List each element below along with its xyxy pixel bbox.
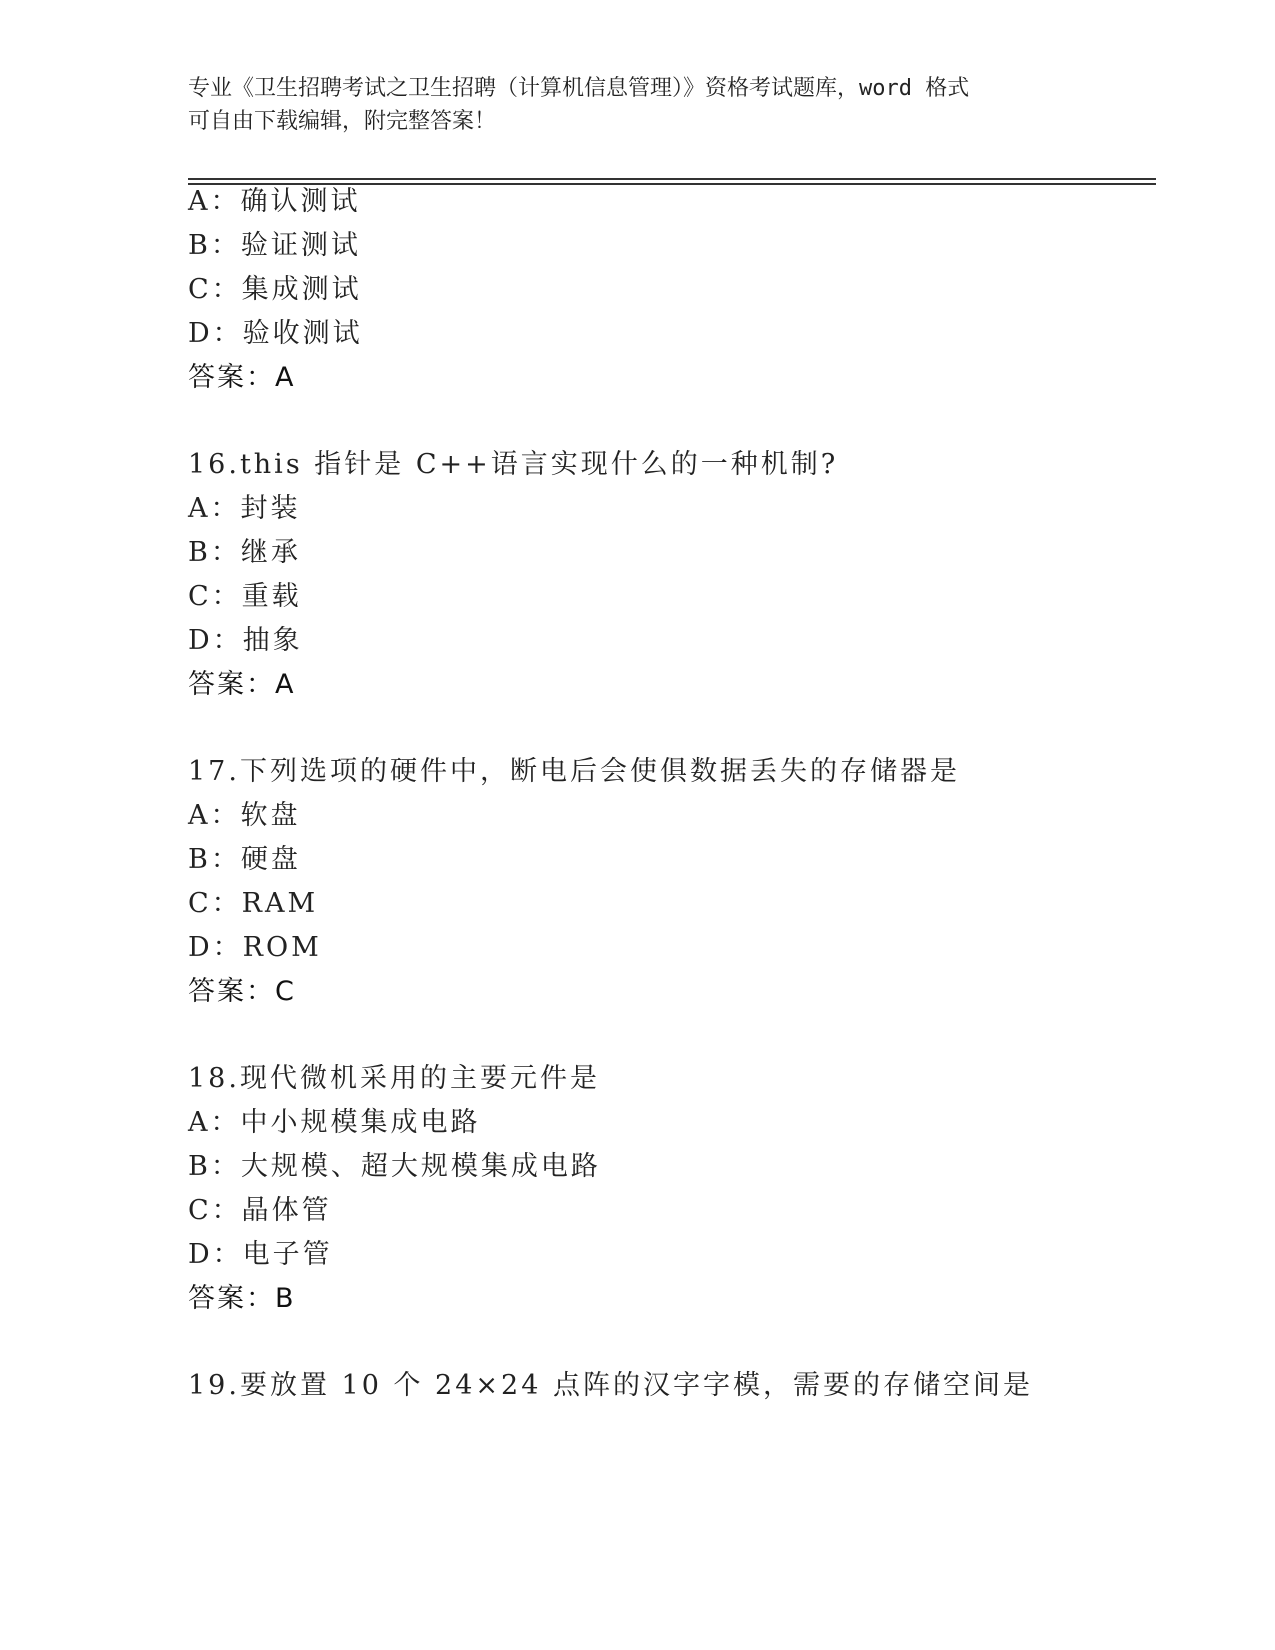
option-c: C：集成测试 (188, 274, 362, 305)
question-16: 16.this 指针是 C++语言实现什么的一种机制? (188, 449, 839, 480)
question-18: 18.现代微机采用的主要元件是 (188, 1063, 600, 1094)
q16-option-a: A：封装 (188, 493, 301, 524)
q17-option-d: D：ROM (188, 932, 322, 963)
q17-option-a: A：软盘 (188, 800, 301, 831)
header-line-1: 专业《卫生招聘考试之卫生招聘（计算机信息管理）》资格考试题库，word 格式 (188, 76, 970, 101)
option-a: A：确认测试 (188, 186, 361, 217)
q17-option-c: C：RAM (188, 888, 319, 919)
answer: 答案：A (188, 362, 296, 393)
q17-answer: 答案：C (188, 976, 296, 1007)
q17-option-b: B：硬盘 (188, 844, 301, 875)
q16-option-d: D：抽象 (188, 625, 303, 656)
q16-option-b: B：继承 (188, 537, 301, 568)
option-b: B：验证测试 (188, 230, 361, 261)
question-17: 17.下列选项的硬件中，断电后会使俱数据丢失的存储器是 (188, 756, 960, 787)
q18-option-c: C：晶体管 (188, 1195, 332, 1226)
q18-option-a: A：中小规模集成电路 (188, 1107, 481, 1138)
question-19: 19.要放置 10 个 24×24 点阵的汉字字模，需要的存储空间是 (188, 1370, 1033, 1401)
q18-option-b: B：大规模、超大规模集成电路 (188, 1151, 601, 1182)
option-d: D：验收测试 (188, 318, 363, 349)
header-line-2: 可自由下载编辑，附完整答案！ (188, 109, 497, 134)
q18-answer: 答案：B (188, 1283, 296, 1314)
document-header (188, 72, 1088, 138)
q18-option-d: D：电子管 (188, 1239, 333, 1270)
q16-option-c: C：重载 (188, 581, 302, 612)
header-divider-top (188, 178, 1156, 180)
q16-answer: 答案：A (188, 669, 296, 700)
